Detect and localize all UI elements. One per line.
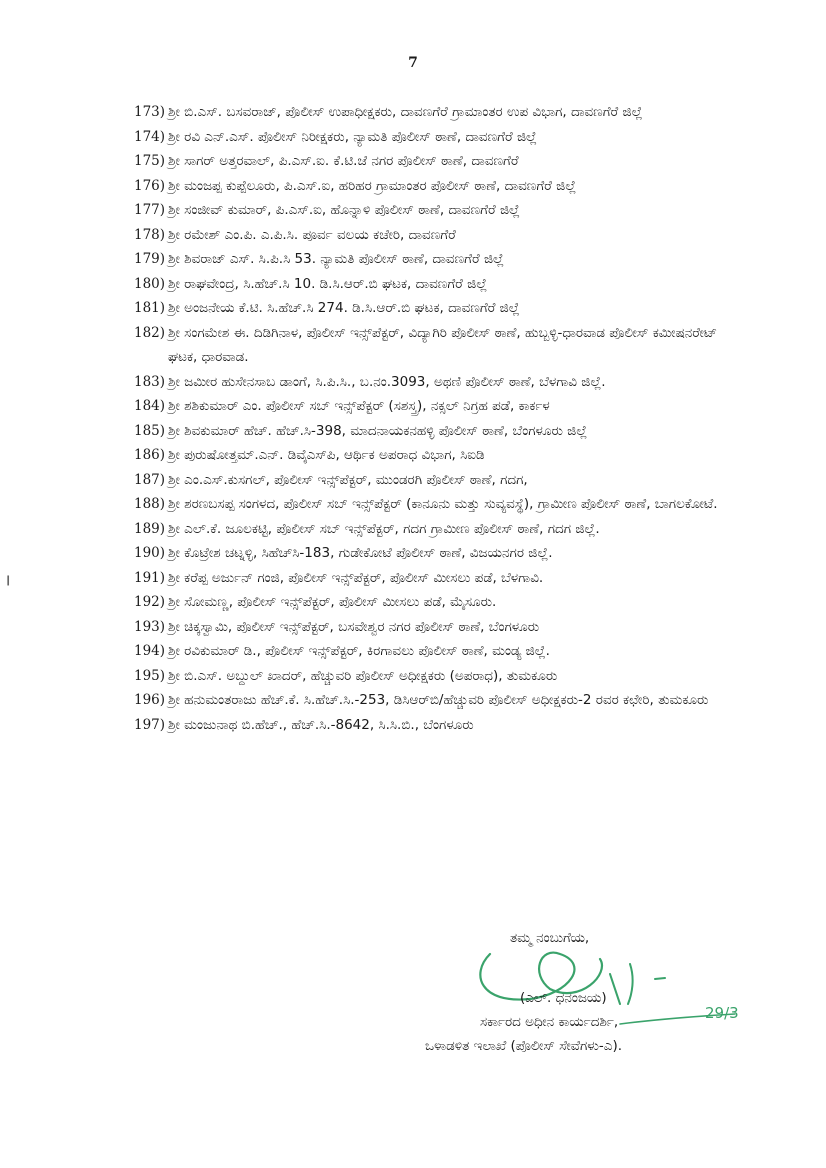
- list-item: [134, 468, 734, 493]
- list-item: [134, 100, 734, 125]
- item-number: 193): [134, 618, 166, 635]
- item-number: 189): [134, 520, 166, 537]
- item-text: ಶ್ರೀ ಎಂ.ಎಸ್.ಕುಸಗಲ್, ಪೊಲೀಸ್ ಇನ್ಸ್‌ಪೆಕ್ಟರ್, ಮುಂಡರಗಿ ಪೊಲೀಸ್ ಠಾಣೆ, ಗದಗ,: [168, 471, 528, 488]
- item-number: 195): [134, 667, 166, 684]
- item-number: 175): [134, 153, 166, 169]
- item-text: ಶ್ರೀ ಸಾಗರ್ ಅತ್ತರವಾಲ್, ಪಿ.ಎಸ್.ಐ. ಕೆ.ಟಿ.ಜೆ ನಗರ ಪೊಲೀಸ್ ಠಾಣೆ, ದಾವಣಗೆರೆ: [168, 153, 519, 169]
- item-number: 183): [134, 373, 166, 390]
- list-item: [134, 223, 734, 248]
- item-number: 191): [134, 569, 166, 586]
- item-text: ಶ್ರೀ ರವಿ ಎನ್.ಎಸ್. ಪೊಲೀಸ್ ನಿರೀಕ್ಷಕರು, ನ್ಯಾಮತಿ ಪೊಲೀಸ್ ಠಾಣೆ, ದಾವಣಗೆರೆ ಜಿಲ್ಲೆ: [168, 128, 537, 145]
- closing-line: ತಮ್ಮ ನಂಬುಗೆಯ,: [510, 930, 590, 946]
- item-number: 179): [134, 251, 166, 267]
- item-text: ಶ್ರೀ ಶಿವಕುಮಾರ್ ಹೆಚ್. ಹೆಚ್.ಸಿ-398, ಮಾದನಾಯಕನಹಳ್ಳಿ ಪೊಲೀಸ್ ಠಾಣೆ, ಬೆಂಗಳೂರು ಜಿಲ್ಲೆ: [168, 422, 588, 439]
- item-number: 176): [134, 177, 166, 194]
- item-text: ಶ್ರೀ ಸಂಜೀವ್ ಕುಮಾರ್, ಪಿ.ಎಸ್.ಐ, ಹೊನ್ನಾಳಿ ಪೊಲೀಸ್ ಠಾಣೆ, ದಾವಣಗೆರೆ ಜಿಲ್ಲೆ: [168, 202, 520, 218]
- scan-edge-mark: ❙: [4, 575, 13, 586]
- item-number: 185): [134, 422, 166, 439]
- item-number: 184): [134, 398, 166, 414]
- item-text: ಶ್ರೀ ರಮೇಶ್ ಎಂ.ಪಿ. ಎ.ಪಿ.ಸಿ. ಪೂರ್ವ ವಲಯ ಕಚೇರಿ, ದಾವಣಗೆರೆ: [168, 226, 456, 243]
- list-item: [134, 198, 734, 223]
- list-item: [134, 639, 734, 664]
- item-number: 182): [134, 324, 166, 341]
- item-text: ಶ್ರೀ ಪುರುಷೋತ್ತಮ್.ಎನ್. ಡಿವೈಎಸ್‌ಪಿ, ಆರ್ಥಿಕ ಅಪರಾಧ ವಿಭಾಗ, ಸಿಐಡಿ: [168, 447, 485, 463]
- list-item: [134, 688, 734, 713]
- signatory-name: (ಎಲ್. ಧನಂಜಯ): [520, 990, 607, 1006]
- item-number: 196): [134, 692, 166, 708]
- item-number: 180): [134, 275, 166, 292]
- list-item: [134, 321, 734, 370]
- signature-date: 29/3: [705, 1004, 739, 1022]
- item-text: ಶ್ರೀ ಬಿ.ಎಸ್. ಬಸವರಾಜ್, ಪೊಲೀಸ್ ಉಪಾಧೀಕ್ಷಕರು, ದಾವಣಗೆರೆ ಗ್ರಾಮಾಂತರ ಉಪ ವಿಭಾಗ, ದಾವಣಗೆರೆ ಜಿಲ್ಲೆ: [168, 104, 643, 120]
- item-text: ಶ್ರೀ ಕರೆಪ್ಪ ಅರ್ಜುನ್ ಗಂಜಿ, ಪೊಲೀಸ್ ಇನ್ಸ್‌ಪೆಕ್ಟರ್, ಪೊಲೀಸ್ ಮೀಸಲು ಪಡೆ, ಬೆಳಗಾವಿ.: [168, 569, 544, 586]
- signatory-designation: ಸರ್ಕಾರದ ಅಧೀನ ಕಾರ್ಯದರ್ಶಿ,: [480, 1014, 619, 1030]
- item-number: 194): [134, 643, 166, 659]
- list-item: [134, 394, 734, 419]
- item-text: ಶ್ರೀ ಸಂಗಮೇಶ ಈ. ದಿಡಿಗಿನಾಳ, ಪೊಲೀಸ್ ಇನ್ಸ್‌ಪೆಕ್ಟರ್, ವಿದ್ಯಾಗಿರಿ ಪೊಲೀಸ್ ಠಾಣೆ, ಹುಬ್ಬಳ್ಳಿ-ಧಾರವಾಡ ಪೊಲೀಸ್ ಕಮೀಷನರೇಟ್ ಘಟಕ, ಧಾರವಾಡ.: [168, 324, 718, 365]
- item-number: 187): [134, 471, 166, 488]
- list-item: [134, 174, 734, 199]
- item-text: ಶ್ರೀ ಜಮೀರ ಹುಸೇನಸಾಬ ಡಾಂಗೆ, ಸಿ.ಪಿ.ಸಿ., ಬ.ನಂ.3093, ಅಥಣಿ ಪೊಲೀಸ್ ಠಾಣೆ, ಬೆಳಗಾವಿ ಜಿಲ್ಲೆ.: [168, 373, 606, 390]
- item-text: ಶ್ರೀ ಬಿ.ಎಸ್. ಅಬ್ದುಲ್ ಖಾದರ್, ಹೆಚ್ಚುವರಿ ಪೊಲೀಸ್ ಅಧೀಕ್ಷಕರು (ಅಪರಾಧ), ತುಮಕೂರು: [168, 667, 558, 684]
- item-number: 181): [134, 300, 166, 316]
- item-number: 174): [134, 128, 166, 145]
- list-item: [134, 541, 734, 566]
- item-number: 192): [134, 594, 166, 610]
- page-number: 7: [408, 55, 418, 71]
- list-item: [134, 492, 734, 517]
- item-number: 188): [134, 496, 166, 512]
- list-item: [134, 370, 734, 395]
- list-item: [134, 713, 734, 738]
- item-text: ಶ್ರೀ ರವಿಕುಮಾರ್ ಡಿ., ಪೊಲೀಸ್ ಇನ್ಸ್‌ಪೆಕ್ಟರ್, ಕಿರಗಾವಲು ಪೊಲೀಸ್ ಠಾಣೆ, ಮಂಡ್ಯ ಜಿಲ್ಲೆ.: [168, 643, 550, 659]
- item-text: ಶ್ರೀ ಸೋಮಣ್ಣ, ಪೊಲೀಸ್ ಇನ್ಸ್‌ಪೆಕ್ಟರ್, ಪೊಲೀಸ್ ಮೀಸಲು ಪಡೆ, ಮೈಸೂರು.: [168, 594, 497, 610]
- list-item: [134, 419, 734, 444]
- item-text: ಶ್ರೀ ಶಶಿಕುಮಾರ್ ಎಂ. ಪೊಲೀಸ್ ಸಬ್ ಇನ್ಸ್‌ಪೆಕ್ಟರ್ (ಸಶಸ್ತ್ರ), ನಕ್ಸಲ್ ನಿಗ್ರಹ ಪಡೆ, ಕಾರ್ಕಳ: [168, 398, 550, 414]
- item-text: ಶ್ರೀ ರಾಘವೇಂದ್ರ, ಸಿ.ಹೆಚ್.ಸಿ 10. ಡಿ.ಸಿ.ಆರ್.ಬಿ ಘಟಕ, ದಾವಣಗೆರೆ ಜಿಲ್ಲೆ: [168, 275, 488, 292]
- signatory-department: ಒಳಾಡಳಿತ ಇಲಾಖೆ (ಪೊಲೀಸ್ ಸೇವೆಗಳು-ಎ).: [425, 1038, 623, 1054]
- item-number: 178): [134, 226, 166, 243]
- item-text: ಶ್ರೀ ಎಲ್.ಕೆ. ಜೂಲಕಟ್ಟಿ, ಪೊಲೀಸ್ ಸಬ್ ಇನ್ಸ್‌ಪೆಕ್ಟರ್, ಗದಗ ಗ್ರಾಮೀಣ ಪೊಲೀಸ್ ಠಾಣೆ, ಗದಗ ಜಿಲ್ಲೆ.: [168, 520, 600, 537]
- awardee-list: [134, 100, 734, 737]
- item-text: ಶ್ರೀ ಹನುಮಂತರಾಜು ಹೆಚ್.ಕೆ. ಸಿ.ಹೆಚ್.ಸಿ.-253, ಡಿಸಿಆರ್‌ಬಿ/ಹೆಚ್ಚುವರಿ ಪೊಲೀಸ್ ಅಧೀಕ್ಷಕರು-2 ರವರ ಕಛೇರಿ, ತುಮಕೂರು: [168, 692, 709, 708]
- list-item: [134, 247, 734, 272]
- item-text: ಶ್ರೀ ಅಂಜನೇಯ ಕೆ.ಟಿ. ಸಿ.ಹೆಚ್.ಸಿ 274. ಡಿ.ಸಿ.ಆರ್.ಬಿ ಘಟಕ, ದಾವಣಗೆರೆ ಜಿಲ್ಲೆ: [168, 300, 520, 316]
- list-item: [134, 272, 734, 297]
- item-number: 197): [134, 716, 166, 733]
- item-number: 177): [134, 202, 166, 218]
- list-item: [134, 125, 734, 150]
- signature-stroke-tail: [610, 964, 665, 1004]
- item-text: ಶ್ರೀ ಶರಣಬಸಪ್ಪ ಸಂಗಳದ, ಪೊಲೀಸ್ ಸಬ್ ಇನ್ಸ್‌ಪೆಕ್ಟರ್ (ಕಾನೂನು ಮತ್ತು ಸುವ್ಯವಸ್ಥೆ), ಗ್ರಾಮೀಣ ಪೊಲೀಸ್ ಠಾಣೆ, ಬಾಗಲಕೋಟೆ.: [168, 496, 718, 512]
- item-text: ಶ್ರೀ ಚಿಕ್ಕಸ್ವಾಮಿ, ಪೊಲೀಸ್ ಇನ್ಸ್‌ಪೆಕ್ಟರ್, ಬಸವೇಶ್ವರ ನಗರ ಪೊಲೀಸ್ ಠಾಣೆ, ಬೆಂಗಳೂರು: [168, 618, 540, 635]
- item-number: 190): [134, 545, 166, 561]
- item-number: 173): [134, 104, 166, 120]
- list-item: [134, 296, 734, 321]
- list-item: [134, 664, 734, 689]
- list-item: [134, 149, 734, 174]
- item-text: ಶ್ರೀ ಮಂಜಪ್ಪ ಕುಪ್ಪೆಲೂರು, ಪಿ.ಎಸ್.ಐ, ಹರಿಹರ ಗ್ರಾಮಾಂತರ ಪೊಲೀಸ್ ಠಾಣೆ, ದಾವಣಗೆರೆ ಜಿಲ್ಲೆ: [168, 177, 577, 194]
- item-text: ಶ್ರೀ ಮಂಜುನಾಥ ಬಿ.ಹೆಚ್., ಹೆಚ್.ಸಿ.-8642, ಸಿ.ಸಿ.ಬಿ., ಬೆಂಗಳೂರು: [168, 716, 474, 733]
- list-item: [134, 517, 734, 542]
- list-item: [134, 590, 734, 615]
- item-number: 186): [134, 447, 166, 463]
- item-text: ಶ್ರೀ ಶಿವರಾಜ್ ಎಸ್. ಸಿ.ಪಿ.ಸಿ 53. ನ್ಯಾಮತಿ ಪೊಲೀಸ್ ಠಾಣೆ, ದಾವಣಗೆರೆ ಜಿಲ್ಲೆ: [168, 251, 504, 267]
- list-item: [134, 566, 734, 591]
- list-item: [134, 615, 734, 640]
- list-item: [134, 443, 734, 468]
- item-text: ಶ್ರೀ ಕೊಟ್ರೇಶ ಚಟ್ನಳ್ಳಿ, ಸಿಹೆಚ್‌ಸಿ-183, ಗುಡೇಕೋಟೆ ಪೊಲೀಸ್ ಠಾಣೆ, ವಿಜಯನಗರ ಜಿಲ್ಲೆ.: [168, 545, 553, 561]
